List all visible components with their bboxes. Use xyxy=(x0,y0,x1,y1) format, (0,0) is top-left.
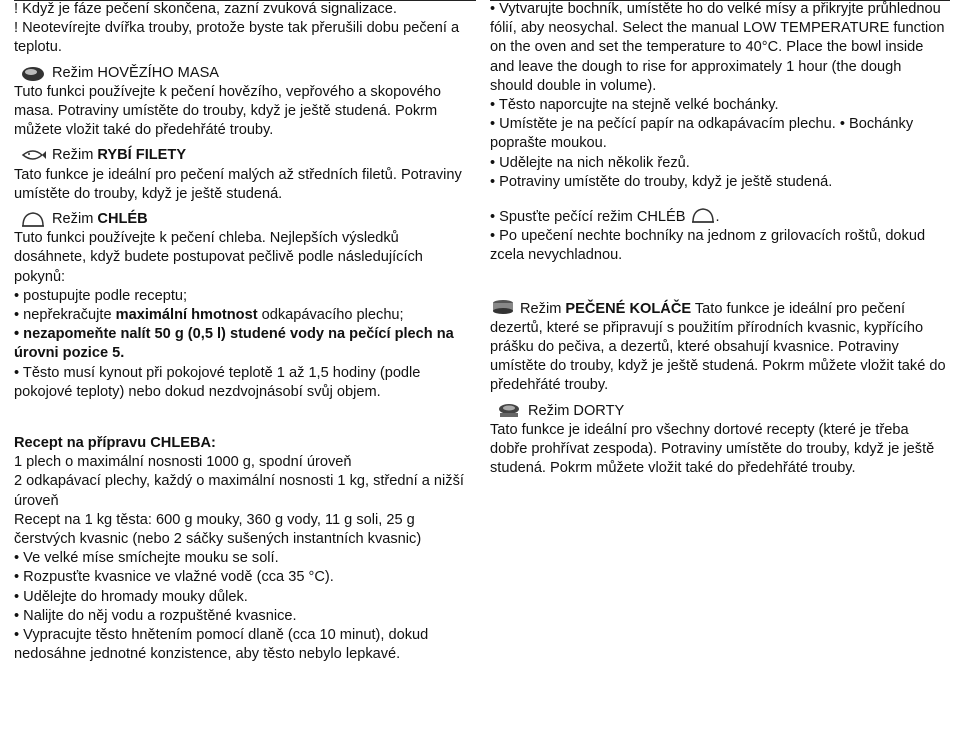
bread-prefix: Režim xyxy=(52,211,98,228)
beef-prefix: Režim xyxy=(52,64,98,81)
tarts-section xyxy=(490,402,948,479)
bread-bullet-1: • postupujte podle receptu; xyxy=(14,287,188,304)
tarts-text: Tato funkce je ideální pro všechny dortové recepty (které je třeba dobře prohřívat zespoda). Potraviny umístěte do trouby, když je ještě studená. Pokrm můžete vložit také do předehřáté trouby. xyxy=(490,421,935,477)
bread-bullet-4: • Těsto musí kynout při pokojové teplotě 1 až 1,5 hodiny (podle pokojové teploty) nebo dokud nezdvojnásobí svůj objem. xyxy=(14,364,421,400)
cooling-step: • Po upečení nechte bochníky na jednom z grilovacích roštů, dokud zcela nevychladnou. xyxy=(490,228,926,264)
recipe-line: Recept na 1 kg těsta: 600 g mouky, 360 g vody, 11 g soli, 25 g čerstvých kvasnic (nebo 2 sáčky sušených instantních kvasnic) xyxy=(14,511,422,548)
recipe-step: • Rozpusťte kvasnice ve vlažné vodě (cca 35 °C). xyxy=(14,569,334,586)
bread-bullet-2: • nepřekračujte maximální hmotnost odkapávacího plechu; xyxy=(14,307,404,324)
bread-icon xyxy=(690,206,716,224)
recipe-title: Recept na přípravu CHLEBA: xyxy=(14,435,216,452)
bread-icon xyxy=(20,210,46,228)
cakes-section xyxy=(490,298,948,396)
recipe-section xyxy=(14,434,474,664)
roast-icon xyxy=(20,64,46,82)
fish-text: Tato funkce je ideální pro pečení malých až středních filetů. Potraviny umístěte do trouby, když je ještě studená. xyxy=(14,166,462,202)
beef-name: HOVĚZÍHO MASA xyxy=(97,64,220,81)
bread-bullet-3: • nezapomeňte nalít 50 g (0,5 l) studené vody na pečící plech na úrovni pozice 5. xyxy=(14,326,454,362)
right-column xyxy=(490,0,948,478)
cakes-text: Tato funkce je ideální pro pečení dezertů, které se připravují s použitím přírodních kvasnic, kypřícího prášku do pečiva, a dezertů, které obsahují kvasnice. Potraviny umístěte do trouby, když je ještě studená. Pokrm můžete vložit také do předehřáté trouby. xyxy=(490,300,946,394)
beef-section xyxy=(14,64,474,141)
recipe-line: 2 odkapávací plechy, každý o maximální nosnosti 1 kg, střední a nižší úroveň xyxy=(14,473,464,509)
beef-text: Tuto funkci používejte k pečení hovězího, vepřového a skopového masa. Potraviny umístěte do trouby, když je ještě studená. Pokrm můžete vložit také do předehřáté trouby. xyxy=(14,83,442,139)
start-bread-mode: • Spusťte pečící režim CHLÉB . xyxy=(490,206,948,227)
tarts-prefix: Režim xyxy=(528,402,574,419)
fish-prefix: Režim xyxy=(52,147,98,164)
fish-section xyxy=(14,146,474,204)
dough-step: • Umístěte je na pečící papír na odkapávacím plechu. • Bochánky poprašte moukou. xyxy=(490,116,914,152)
dough-step: • Těsto naporcujte na stejně velké bochánky. xyxy=(490,97,779,114)
intro-line-2: ! Neotevírejte dvířka trouby, protože byste tak přerušili dobu pečení a teplotu. xyxy=(14,20,460,56)
bread-text: Tuto funkci používejte k pečení chleba. Nejlepších výsledků dosáhnete, když budete postupovat pečlivě podle následujících pokynů: xyxy=(14,230,423,285)
tarts-name: DORTY xyxy=(573,402,625,419)
recipe-step: • Nalijte do něj vodu a rozpuštěné kvasnice. xyxy=(14,607,297,624)
recipe-step: • Ve velké míse smíchejte mouku se solí. xyxy=(14,550,279,567)
dough-step: • Vytvarujte bochník, umístěte ho do velké mísy a přikryjte průhlednou fólií, aby neosychal. Select the manual LOW TEMPERATURE function on the oven and set the temperature to 40°C. Place the bowl inside and leave the dough to rise for approximately 1 hour (the dough should double in volume). xyxy=(490,1,945,94)
recipe-step: • Udělejte do hromady mouky důlek. xyxy=(14,588,248,605)
left-column xyxy=(14,0,474,665)
cake-icon xyxy=(490,298,516,316)
cakes-name: PEČENÉ KOLÁČE xyxy=(565,300,692,317)
dough-step: • Potraviny umístěte do trouby, když je ještě studená. xyxy=(490,173,833,190)
tart-icon xyxy=(496,402,522,420)
cakes-prefix: Režim xyxy=(520,300,566,317)
intro-line-1: ! Když je fáze pečení skončena, zazní zvuková signalizace. xyxy=(14,1,397,17)
bread-section xyxy=(14,210,474,402)
dough-step: • Udělejte na nich několik řezů. xyxy=(490,154,690,171)
recipe-line: 1 plech o maximální nosnosti 1000 g, spodní úroveň xyxy=(14,454,352,471)
bread-name: CHLÉB xyxy=(97,211,148,228)
recipe-step: • Vypracujte těsto hnětením pomocí dlaně (cca 10 minut), dokud nedosáhne jednotné konzistence, aby těsto nebylo lepkavé. xyxy=(14,627,429,663)
fish-name: RYBÍ FILETY xyxy=(97,147,187,164)
fish-icon xyxy=(20,146,46,164)
